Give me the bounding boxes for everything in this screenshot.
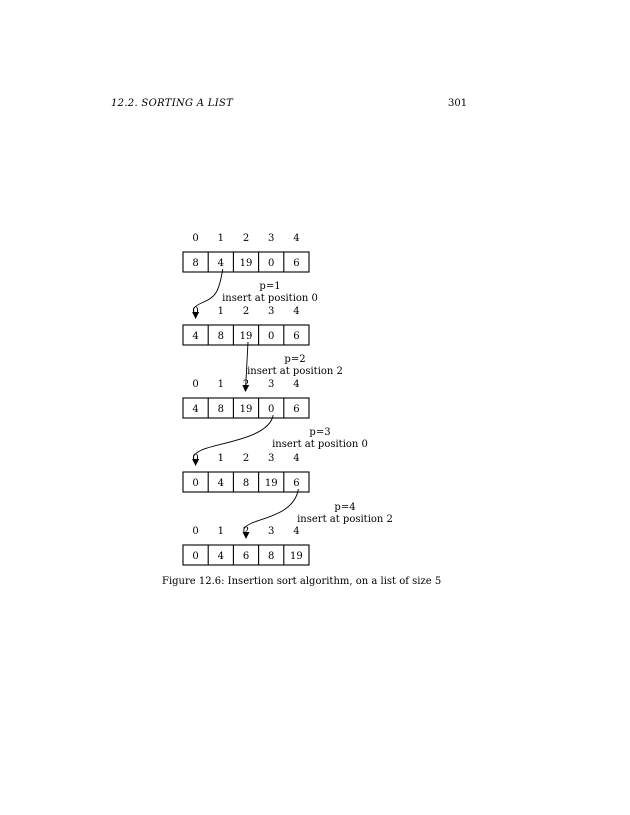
step-p-label: p=2	[284, 354, 306, 365]
array-cell-value: 8	[217, 331, 224, 342]
array-row-1	[183, 306, 309, 345]
array-cell-value: 4	[217, 478, 224, 489]
array-cell-value: 8	[192, 258, 199, 269]
running-head-section: 12.2. SORTING A LIST	[111, 98, 234, 109]
array-row-3	[183, 453, 309, 492]
index-label: 4	[293, 526, 300, 537]
index-label: 1	[217, 233, 224, 244]
step-4	[244, 489, 393, 537]
step-p-label: p=4	[334, 502, 356, 513]
array-cell-value: 6	[293, 478, 300, 489]
array-cell-value: 0	[192, 478, 199, 489]
figure-caption: Figure 12.6: Insertion sort algorithm, on a list of size 5	[162, 576, 442, 587]
index-label: 2	[242, 379, 250, 390]
step-insert-label: insert at position 0	[272, 439, 368, 450]
step-insert-label: insert at position 2	[247, 366, 343, 377]
array-cell-value: 19	[239, 404, 253, 415]
array-row-4	[183, 526, 309, 565]
index-label: 3	[268, 453, 275, 464]
array-cell-value: 4	[217, 258, 224, 269]
array-cell-value: 6	[293, 331, 300, 342]
step-insert-label: insert at position 0	[222, 293, 318, 304]
array-cell-value: 4	[192, 404, 199, 415]
array-cell-value: 0	[268, 258, 275, 269]
array-cell-value: 19	[264, 478, 278, 489]
index-label: 3	[268, 233, 275, 244]
index-label: 3	[268, 306, 275, 317]
index-label: 2	[242, 306, 250, 317]
array-cell-value: 19	[290, 551, 303, 562]
array-cell-value: 8	[217, 404, 224, 415]
array-cell-value: 6	[242, 551, 250, 562]
step-insert-label: insert at position 2	[297, 514, 393, 525]
array-cell-value: 6	[293, 258, 300, 269]
index-label: 4	[293, 379, 300, 390]
index-label: 2	[242, 453, 250, 464]
array-cell-value: 0	[268, 331, 275, 342]
array-cell-value: 4	[192, 331, 199, 342]
index-label: 2	[242, 526, 250, 537]
index-label: 4	[293, 306, 300, 317]
index-label: 0	[192, 526, 199, 537]
array-cell-value: 8	[242, 478, 250, 489]
array-cell-value: 19	[239, 258, 253, 269]
array-cell-value: 8	[268, 551, 275, 562]
index-label: 3	[268, 526, 275, 537]
index-label: 1	[217, 526, 224, 537]
array-cell-value: 4	[217, 551, 224, 562]
step-p-label: p=1	[259, 281, 281, 292]
index-label: 4	[293, 453, 300, 464]
index-label: 1	[217, 453, 224, 464]
index-label: 1	[217, 306, 224, 317]
array-row-0	[183, 233, 309, 272]
index-label: 0	[192, 453, 199, 464]
index-label: 0	[192, 233, 199, 244]
index-label: 0	[192, 379, 199, 390]
index-label: 4	[293, 233, 300, 244]
array-cell-value: 19	[239, 331, 253, 342]
index-label: 0	[192, 306, 199, 317]
array-cell-value: 0	[268, 404, 275, 415]
index-label: 3	[268, 379, 275, 390]
step-p-label: p=3	[309, 427, 331, 438]
index-label: 2	[242, 233, 250, 244]
insert-arrow	[193, 415, 273, 464]
index-label: 1	[217, 379, 224, 390]
page-number: 301	[448, 98, 468, 109]
array-cell-value: 0	[192, 551, 199, 562]
array-cell-value: 6	[293, 404, 300, 415]
